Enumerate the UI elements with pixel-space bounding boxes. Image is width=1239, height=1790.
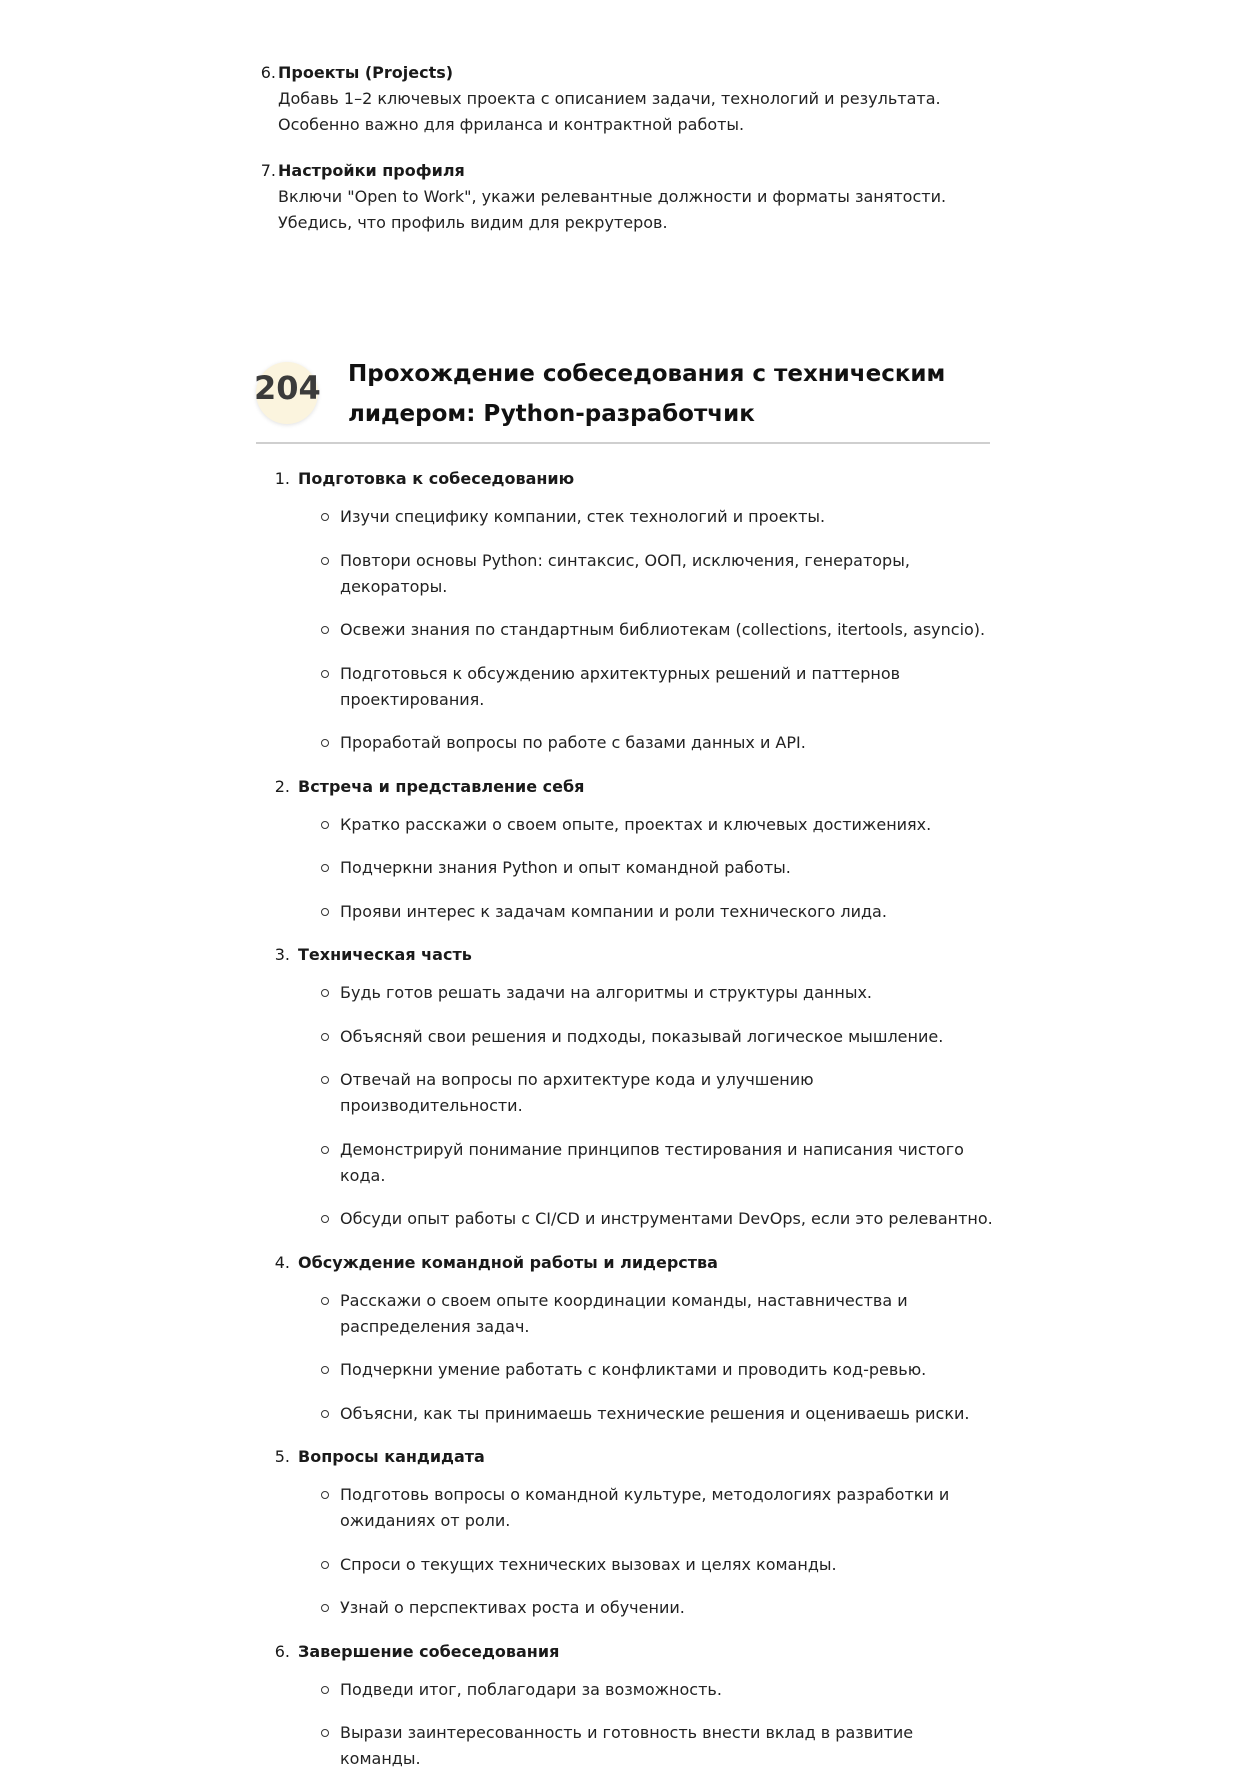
bullet-list [298,1288,998,1427]
item-number: 1. [274,469,290,488]
item-number: 4. [274,1252,290,1272]
item-title: Настройки профиля [278,161,465,180]
item-number: 3. [274,945,290,964]
item-title: Проекты (Projects) [278,63,454,82]
section-title: Прохождение собеседования с техническим лидером: Python-разработчик [348,361,946,427]
item-number: 6. [274,1641,290,1661]
item-title: Завершение собеседования [298,1641,560,1661]
item-title: Обсуждение командной работы и лидерства [298,1252,718,1272]
bullet-item: Повтори основы Python: синтаксис, ООП, исключения, генераторы, декораторы. [340,548,998,600]
section-header [256,354,990,444]
bullet-list [298,812,998,925]
previous-section-list [260,60,998,256]
bullet-item: Спроси о текущих технических вызовах и целях команды. [340,1552,998,1578]
bullet-item: Прояви интерес к задачам компании и роли технического лида. [340,899,998,925]
item-number: 6. [260,63,276,82]
item-number: 5. [274,1447,290,1466]
bullet-item: Подчеркни знания Python и опыт командной работы. [340,855,998,881]
bullet-list [298,1482,998,1621]
bullet-item: Кратко расскажи о своем опыте, проектах и ключевых достижениях. [340,812,998,838]
bullet-item: Расскажи о своем опыте координации команды, наставничества и распределения задач. [340,1288,998,1340]
section-list [274,466,998,1790]
section-number: 204 [254,369,321,407]
list-item [260,158,998,236]
item-title: Встреча и представление себя [298,776,585,796]
list-item [274,774,998,925]
bullet-list [298,1677,998,1773]
bullet-item: Проработай вопросы по работе с базами данных и API. [340,730,998,756]
bullet-item: Объясни, как ты принимаешь технические решения и оцениваешь риски. [340,1401,998,1427]
list-item [274,942,998,1232]
list-item [274,1639,998,1773]
bullet-item: Узнай о перспективах роста и обучении. [340,1595,998,1621]
bullet-item: Вырази заинтересованность и готовность внести вклад в развитие команды. [340,1720,998,1772]
bullet-list [298,504,998,756]
bullet-item: Обсуди опыт работы с CI/CD и инструментами DevOps, если это релевантно. [340,1206,998,1232]
item-title: Вопросы кандидата [298,1447,485,1466]
bullet-item: Отвечай на вопросы по архитектуре кода и улучшению производительности. [340,1067,998,1119]
bullet-item: Изучи специфику компании, стек технологий и проекты. [340,504,998,530]
bullet-item: Объясняй свои решения и подходы, показывай логическое мышление. [340,1024,998,1050]
bullet-list [298,980,998,1232]
list-item [274,1250,998,1427]
bullet-item: Подведи итог, поблагодари за возможность. [340,1677,998,1703]
bullet-item: Будь готов решать задачи на алгоритмы и структуры данных. [340,980,998,1006]
list-item [260,60,998,138]
item-number: 2. [274,776,290,796]
bullet-item: Демонстрируй понимание принципов тестирования и написания чистого кода. [340,1137,998,1189]
item-text: Добавь 1–2 ключевых проекта с описанием задачи, технологий и результата. Особенно важно для фриланса и контрактной работы. [278,89,941,134]
bullet-item: Освежи знания по стандартным библиотекам (collections, itertools, asyncio). [340,617,998,643]
bullet-item: Подготовь вопросы о командной культуре, методологиях разработки и ожиданиях от роли. [340,1482,998,1534]
bullet-item: Подчеркни умение работать с конфликтами и проводить код-ревью. [340,1357,998,1383]
item-text: Включи "Open to Work", укажи релевантные должности и форматы занятости. Убедись, что профиль видим для рекрутеров. [278,187,947,232]
list-item [274,466,998,756]
item-title: Техническая часть [298,945,472,964]
bullet-item: Подготовься к обсуждению архитектурных решений и паттернов проектирования. [340,661,998,713]
item-number: 7. [260,161,276,180]
list-item [274,1444,998,1621]
item-title: Подготовка к собеседованию [298,469,575,488]
